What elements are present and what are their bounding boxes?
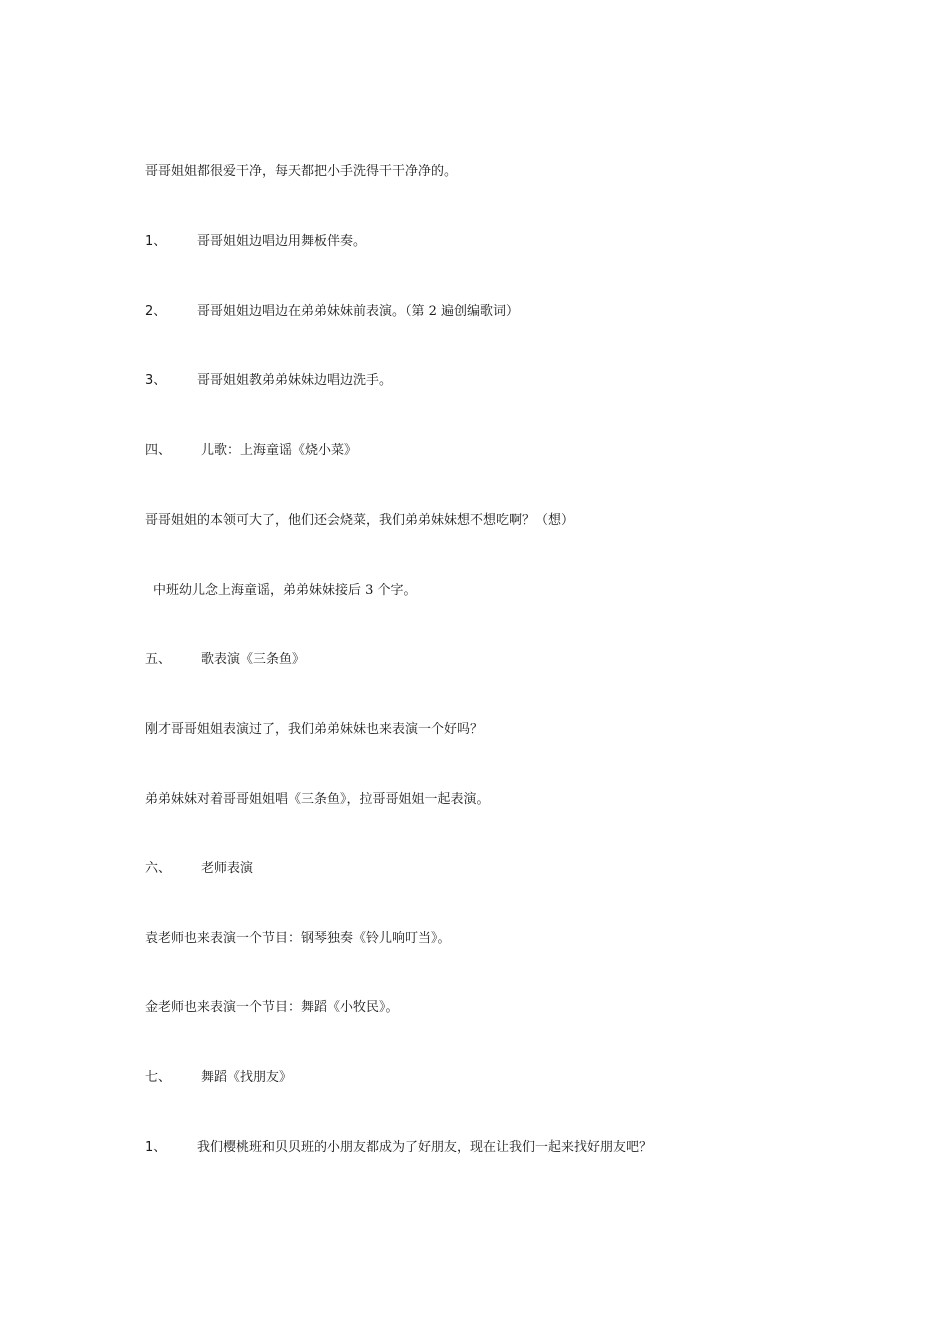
list-marker: 1、	[145, 1140, 167, 1155]
paragraph	[145, 721, 483, 739]
section-title: 歌表演《三条鱼》	[201, 652, 306, 667]
paragraph	[145, 582, 417, 600]
list-item-1	[145, 233, 366, 251]
section-title: 舞蹈《找朋友》	[201, 1070, 293, 1085]
paragraph	[145, 512, 574, 530]
paragraph-text: 金老师也来表演一个节目：舞蹈《小牧民》。	[145, 1000, 399, 1015]
section-marker: 五、	[145, 652, 172, 667]
paragraph-text: 刚才哥哥姐姐表演过了，我们弟弟妹妹也来表演一个好吗？	[145, 722, 484, 737]
paragraph-text: 哥哥姐姐的本领可大了，他们还会烧菜，我们弟弟妹妹想不想吃啊？（想）	[145, 513, 575, 528]
list-item-text: 我们樱桃班和贝贝班的小朋友都成为了好朋友，现在让我们一起来找好朋友吧？	[197, 1140, 653, 1155]
paragraph-text: 中班幼儿念上海童谣，弟弟妹妹接后 3 个字。	[153, 583, 417, 598]
list-item-1	[145, 1139, 652, 1157]
list-item-text: 哥哥姐姐边唱边用舞板伴奏。	[197, 234, 367, 249]
list-item-2	[145, 303, 519, 321]
paragraph	[145, 999, 399, 1017]
paragraph-intro	[145, 163, 457, 181]
section-marker: 四、	[145, 443, 172, 458]
list-item-text: 哥哥姐姐边唱边在弟弟妹妹前表演。（第 2 遍创编歌词）	[197, 304, 520, 319]
section-title: 儿歌：上海童谣《烧小菜》	[201, 443, 358, 458]
section-title: 老师表演	[201, 861, 254, 876]
section-heading-4	[145, 442, 357, 460]
list-marker: 3、	[145, 373, 167, 388]
section-heading-7	[145, 1069, 292, 1087]
section-heading-6	[145, 860, 253, 878]
list-marker: 1、	[145, 234, 167, 249]
paragraph-text: 袁老师也来表演一个节目：钢琴独奏《铃儿响叮当》。	[145, 931, 451, 946]
section-marker: 七、	[145, 1070, 172, 1085]
section-marker: 六、	[145, 861, 172, 876]
paragraph-text: 弟弟妹妹对着哥哥姐姐唱《三条鱼》，拉哥哥姐姐一起表演。	[145, 792, 490, 807]
list-marker: 2、	[145, 304, 167, 319]
section-heading-5	[145, 651, 305, 669]
paragraph-text: 哥哥姐姐都很爱干净，每天都把小手洗得干干净净的。	[145, 164, 458, 179]
paragraph	[145, 930, 451, 948]
list-item-3	[145, 372, 392, 390]
paragraph	[145, 791, 490, 809]
list-item-text: 哥哥姐姐教弟弟妹妹边唱边洗手。	[197, 373, 393, 388]
